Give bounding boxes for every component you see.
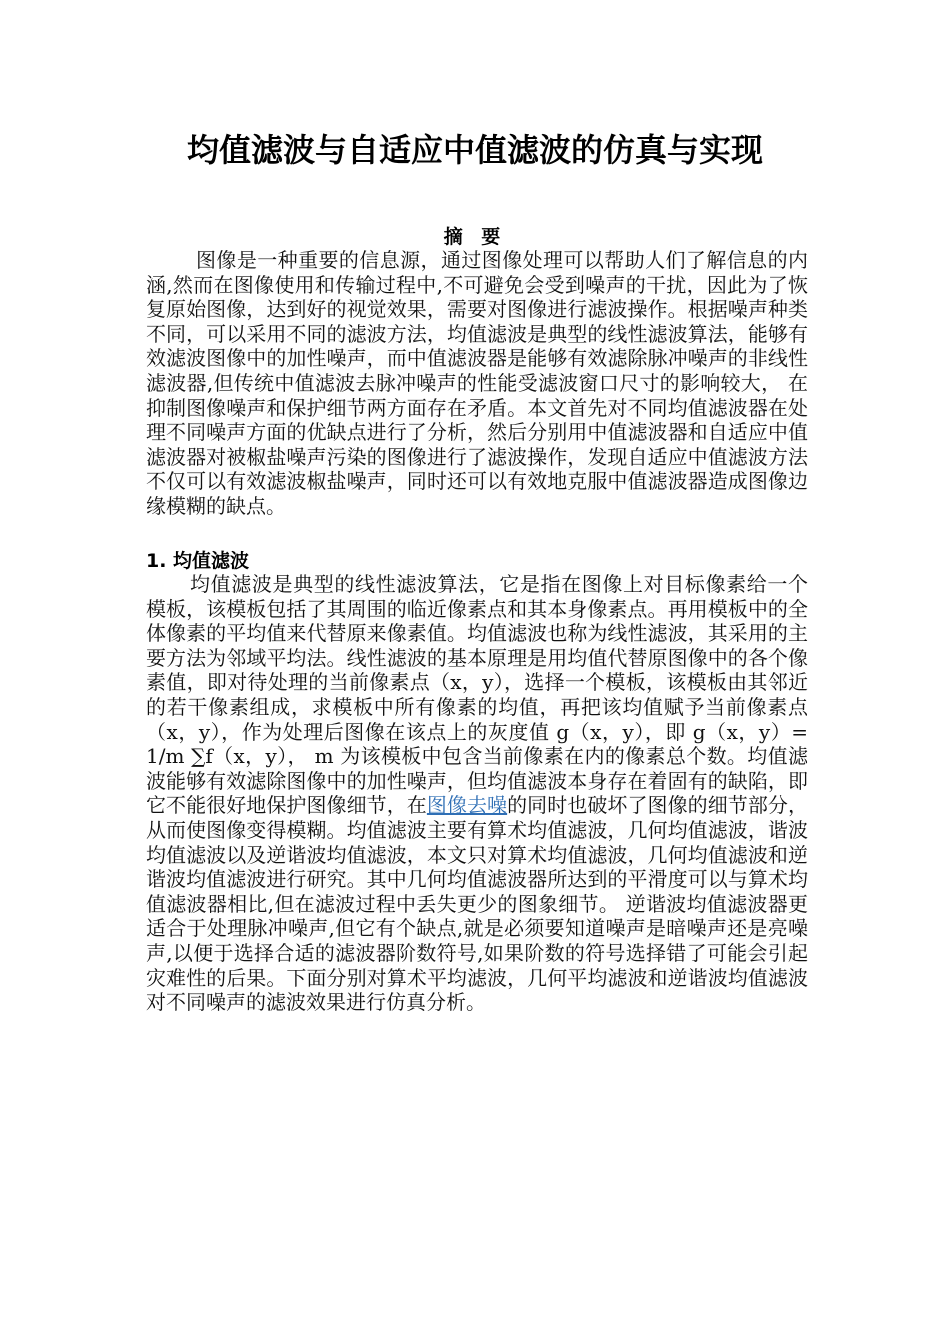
abstract-heading: 摘 要 <box>443 226 507 248</box>
image-denoise-link[interactable]: 图像去噪 <box>426 793 508 818</box>
paragraph-text-part-1: 均值滤波是典型的线性滤波算法，它是指在图像上对目标像素给一个模板，该模板包括了其周围的临近像素点和其本身像素点。再用模板中的全体像素的平均值来代替原来像素值。均值滤波也称为线性滤波，其采用的主要方法为邻域平均法。线性滤波的基本原理是用均值代替原图像中的各个像素值，即对待处理的当前像素点（x，y），选择一个模板，该模板由其邻近的若干像素组成，求模板中所有像素的均值，再把该均值赋予当前像素点（x，y），作为处理后图像在该点上的灰度值 g（x，y），即 g（x，y）=1/m ∑f（x，y）， m 为该模板中包含当前像素在内的像素总个数。均值滤波能够有效滤除图像中的加性噪声，但均值滤波本身存在着固有的缺陷，即它不能很好地保护图像细节，在 <box>146 572 808 818</box>
section-paragraph-mean-filter <box>146 572 808 1015</box>
paragraph-text-part-2: 的同时也破坏了图像的细节部分，从而使图像变得模糊。均值滤波主要有算术均值滤波，几何均值滤波，谐波均值滤波以及逆谐波均值滤波，本文只对算术均值滤波，几何均值滤波和逆谐波均值滤波进行研究。其中几何均值滤波器所达到的平滑度可以与算术均值滤波器相比,但在滤波过程中丢失更少的图象细节。 逆谐波均值滤波器更适合于处理脉冲噪声,但它有个缺点,就是必须要知道噪声是暗噪声还是亮噪声,以便于选择合适的滤波器阶数符号,如果阶数的符号选择错了可能会引起灾难性的后果。下面分别对算术平均滤波，几何平均滤波和逆谐波均值滤波对不同噪声的滤波效果进行仿真分析。 <box>146 793 808 1015</box>
abstract-paragraph: 图像是一种重要的信息源，通过图像处理可以帮助人们了解信息的内涵,然而在图像使用和传输过程中,不可避免会受到噪声的干扰，因此为了恢复原始图像，达到好的视觉效果，需要对图像进行滤波操作。根据噪声种类不同，可以采用不同的滤波方法，均值滤波是典型的线性滤波算法，能够有效滤波图像中的加性噪声，而中值滤波器是能够有效滤除脉冲噪声的非线性滤波器,但传统中值滤波去脉冲噪声的性能受滤波窗口尺寸的影响较大， 在抑制图像噪声和保护细节两方面存在矛盾。本文首先对不同均值滤波器在处理不同噪声方面的优缺点进行了分析，然后分别用中值滤波器和自适应中值滤波器对被椒盐噪声污染的图像进行了滤波操作，发现自适应中值滤波方法不仅可以有效滤波椒盐噪声，同时还可以有效地克服中值滤波器造成图像边缘模糊的缺点。 <box>146 248 808 518</box>
section-heading-mean-filter: 1. 均值滤波 <box>146 550 250 572</box>
document-title: 均值滤波与自适应中值滤波的仿真与实现 <box>186 131 763 169</box>
